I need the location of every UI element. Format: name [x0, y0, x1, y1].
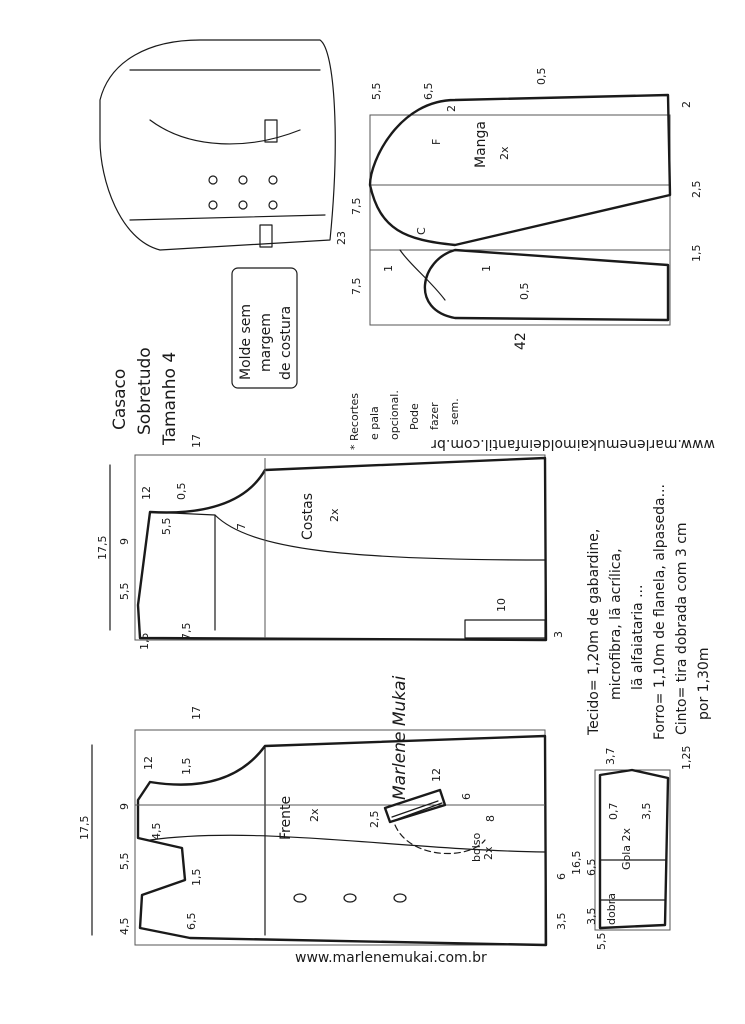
- sleeve-m1: 1: [382, 265, 395, 272]
- note-line-3: de costura: [278, 305, 294, 380]
- button-mark: [294, 894, 306, 902]
- back-m9: 9: [118, 538, 131, 545]
- sleeve-m25: 2,5: [690, 180, 703, 198]
- back-m15: 1,5: [138, 632, 151, 650]
- front-m45b: 4,5: [118, 917, 131, 935]
- button-mark: [344, 894, 356, 902]
- front-m55: 5,5: [118, 852, 131, 870]
- back-m10: 10: [495, 598, 508, 612]
- sleeve-m2: 2: [680, 101, 693, 108]
- sleeve-m05: 0,5: [535, 67, 548, 85]
- title-line-2: Sobretudo: [135, 347, 155, 435]
- materials-line-1: Tecido= 1,20m de gabardine,: [586, 528, 602, 735]
- sleeve-pattern-piece: [335, 68, 703, 351]
- back-m05: 0,5: [175, 482, 188, 500]
- collar-m37: 3,7: [604, 747, 617, 765]
- front-m9: 9: [118, 803, 131, 810]
- back-outline: [135, 455, 546, 640]
- sleeve-m15: 1,5: [690, 244, 703, 262]
- sleeve-total: 42: [513, 332, 529, 350]
- sleeve-letter-c: C: [415, 227, 428, 235]
- front-count: 2x: [308, 808, 321, 822]
- recortes-line-4: Pode: [408, 403, 421, 430]
- front-m65: 6,5: [185, 912, 198, 930]
- back-width: 17: [190, 434, 203, 448]
- sketch-button: [269, 201, 277, 209]
- front-pocket-top: 6: [460, 793, 473, 800]
- materials-line-4: Forro= 1,10m de flanela, alpaseda...: [652, 484, 668, 740]
- front-m35: 3,5: [555, 912, 568, 930]
- front-pocket-gap: 8: [484, 815, 497, 822]
- collar-length: 16,5: [570, 850, 583, 875]
- front-pattern-piece: [78, 706, 568, 945]
- collar-fold-label: dobra: [605, 893, 618, 925]
- website-top: www.marlenemukaimoldeinfantil.com.br: [431, 436, 715, 452]
- sleeve-letter-f: F: [430, 138, 443, 145]
- front-length: 17,5: [78, 815, 91, 840]
- back-length: 17,5: [96, 535, 109, 560]
- recortes-line-2: e pala: [368, 406, 381, 440]
- back-m75: 7,5: [180, 622, 193, 640]
- front-m6: 6: [555, 873, 568, 880]
- front-pocket-label: bolso: [470, 832, 483, 862]
- sleeve-cap: 23: [335, 231, 348, 245]
- sketch-button: [239, 176, 247, 184]
- button-mark: [394, 894, 406, 902]
- materials-line-2: microfibra, lã acrílica,: [608, 548, 624, 700]
- collar-pattern-piece: [570, 746, 693, 951]
- title-line-3: Tamanho 4: [160, 351, 180, 445]
- recortes-line-5: fazer: [428, 402, 441, 430]
- sketch-button: [269, 176, 277, 184]
- note-line-1: Molde sem: [238, 303, 254, 380]
- title-block: [110, 347, 180, 446]
- materials-line-6: por 1,30m: [696, 647, 712, 720]
- no-seam-allowance-note: [232, 268, 297, 388]
- collar-m125: 1,25: [680, 745, 693, 770]
- back-m7: 7: [235, 523, 248, 530]
- sleeve-m55: 5,5: [370, 82, 383, 100]
- sleeve-m75b: 7,5: [350, 277, 363, 295]
- back-label: Costas: [300, 493, 316, 540]
- sleeve-m75: 7,5: [350, 197, 363, 215]
- front-buttons: [294, 894, 406, 902]
- front-pocket-length: 12: [430, 768, 443, 782]
- front-label: Frente: [278, 795, 294, 840]
- collar-m07: 0,7: [607, 802, 620, 820]
- sleeve-m05b: 0,5: [518, 282, 531, 300]
- back-pattern-piece: [96, 434, 565, 650]
- materials-list: [586, 484, 712, 740]
- front-m12: 12: [142, 756, 155, 770]
- collar-m35: 3,5: [640, 802, 653, 820]
- back-m12: 12: [140, 486, 153, 500]
- front-pocket-width: 2,5: [368, 810, 381, 828]
- front-m45: 4,5: [150, 822, 163, 840]
- collar-label: Gola 2x: [620, 827, 633, 870]
- sleeve-count: 2x: [498, 146, 511, 160]
- sleeve-m2b: 2: [445, 105, 458, 112]
- sleeve-m1b: 1: [480, 265, 493, 272]
- materials-line-5: Cinto= tira dobrada com 3 cm: [674, 522, 690, 735]
- note-line-2: margem: [258, 313, 274, 372]
- recortes-line-3: opcional.: [388, 390, 401, 440]
- coat-sketch-illustration: [100, 40, 335, 250]
- sleeve-m65: 6,5: [422, 82, 435, 100]
- front-m15b: 1,5: [190, 868, 203, 886]
- collar-m55: 5,5: [595, 932, 608, 950]
- back-count: 2x: [328, 508, 341, 522]
- collar-m65: 6,5: [585, 858, 598, 876]
- front-width: 17: [190, 706, 203, 720]
- back-m55: 5,5: [160, 517, 173, 535]
- recortes-line-6: sem.: [448, 398, 461, 425]
- website-bottom: www.marlenemukai.com.br: [295, 950, 487, 966]
- front-m15: 1,5: [180, 757, 193, 775]
- title-line-1: Casaco: [110, 368, 130, 430]
- recortes-line-1: * Recortes: [348, 392, 361, 450]
- signature: Marlene Mukai: [390, 675, 410, 800]
- front-pocket-count: 2x: [482, 846, 495, 860]
- sleeve-label: Manga: [473, 121, 489, 168]
- sketch-button: [209, 201, 217, 209]
- collar-m35b: 3,5: [585, 907, 598, 925]
- sketch-button: [209, 176, 217, 184]
- back-m3: 3: [552, 631, 565, 638]
- materials-line-3: lã alfaiataria ...: [630, 584, 646, 690]
- back-m55b: 5,5: [118, 582, 131, 600]
- sketch-button: [239, 201, 247, 209]
